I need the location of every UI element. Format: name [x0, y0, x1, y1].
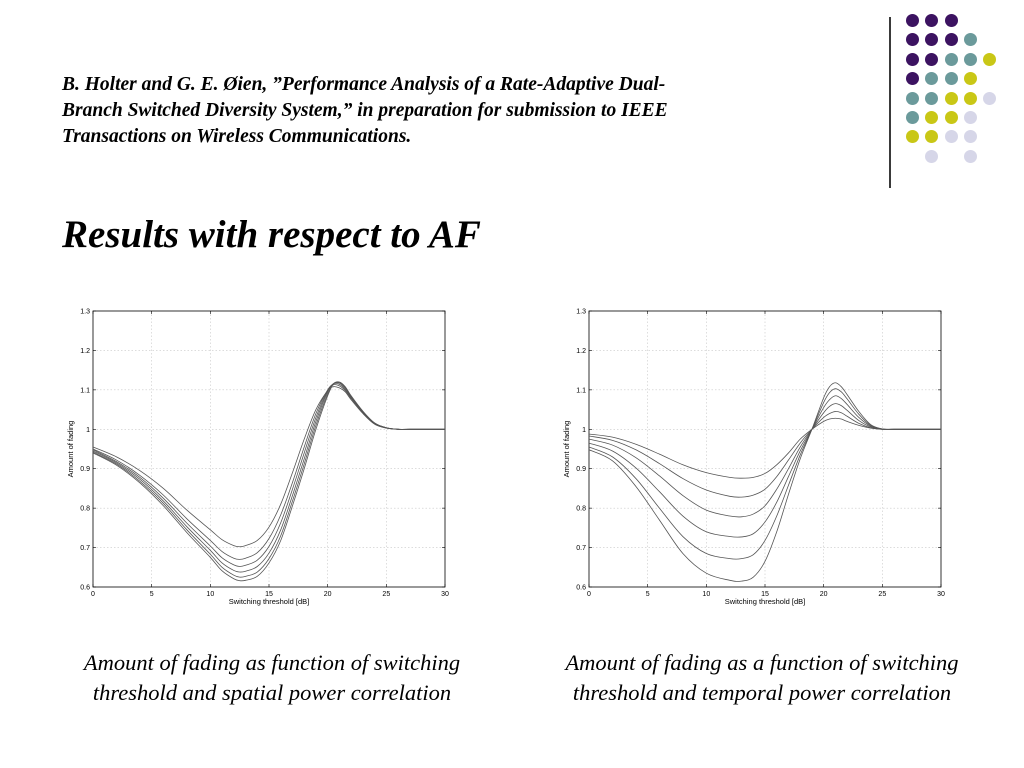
y-tick-label: 1.2	[80, 347, 90, 355]
decor-dot	[964, 130, 977, 143]
x-axis-label: Switching threshold [dB]	[724, 597, 806, 606]
decor-dot	[945, 33, 958, 46]
series-line	[93, 384, 445, 559]
x-tick-label: 20	[323, 591, 332, 598]
decor-dot	[945, 72, 958, 85]
series-line	[93, 382, 445, 581]
reference-citation	[62, 72, 852, 150]
decor-dot	[925, 92, 938, 105]
decor-dot	[906, 72, 919, 85]
x-tick-label: 15	[761, 591, 769, 598]
decor-dot	[945, 92, 958, 105]
x-tick-label: 0	[587, 591, 591, 598]
reference-line: Branch Switched Diversity System,” in preparation for submission to IEEE	[62, 100, 668, 121]
caption-line: threshold and spatial power correlation	[92, 680, 452, 705]
decor-dot	[964, 150, 977, 163]
y-tick-label: 0.7	[576, 545, 586, 553]
decor-dot	[906, 53, 919, 66]
x-tick-label: 5	[149, 591, 154, 598]
decor-dot	[964, 72, 977, 85]
slide-heading: Results with respect to AF	[62, 213, 481, 256]
series-line	[93, 387, 445, 547]
decor-dot	[906, 92, 919, 105]
decor-dot	[964, 92, 977, 105]
decor-dot	[964, 53, 977, 66]
y-tick-label: 1.3	[80, 308, 90, 316]
caption-line: Amount of fading as a function of switching	[565, 650, 959, 675]
reference-line: Transactions on Wireless Communications.	[62, 126, 412, 147]
y-axis-label: Amount of fading	[562, 420, 571, 478]
decor-dot	[964, 111, 977, 124]
decor-dot	[964, 33, 977, 46]
decor-dot	[925, 111, 938, 124]
caption-line: threshold and temporal power correlation	[572, 680, 952, 705]
caption-line: Amount of fading as function of switching	[83, 650, 461, 675]
y-tick-label: 0.8	[80, 505, 90, 513]
spatial-correlation-chart	[60, 296, 460, 614]
decor-dot	[906, 14, 919, 27]
y-tick-label: 1.2	[576, 347, 586, 355]
y-tick-label: 1.3	[576, 308, 586, 316]
x-tick-label: 20	[819, 591, 828, 598]
decor-dot	[945, 14, 958, 27]
decor-dot	[906, 111, 919, 124]
series-line	[93, 383, 445, 573]
x-tick-label: 10	[702, 591, 711, 598]
y-tick-label: 1.1	[576, 387, 586, 395]
decor-dot	[925, 130, 938, 143]
y-tick-label: 0.9	[576, 466, 586, 474]
y-tick-label: 0.6	[576, 584, 586, 592]
decor-dot	[925, 150, 938, 163]
y-tick-label: 0.9	[80, 466, 90, 474]
x-tick-label: 30	[937, 591, 945, 598]
temporal-correlation-chart	[556, 296, 956, 614]
x-tick-label: 25	[382, 591, 391, 598]
decor-dot	[906, 130, 919, 143]
x-tick-label: 30	[441, 591, 449, 598]
decorative-dot-grid	[906, 14, 1016, 164]
x-axis-label: Switching threshold [dB]	[228, 597, 310, 606]
y-tick-label: 0.8	[576, 505, 586, 513]
chart-caption-spatial	[37, 648, 507, 708]
x-tick-label: 0	[91, 591, 95, 598]
decor-dot	[945, 53, 958, 66]
decor-dot	[925, 53, 938, 66]
reference-line: B. Holter and G. E. Øien, ”Performance Analysis of a Rate-Adaptive Dual-	[62, 74, 666, 95]
y-axis-label: Amount of fading	[66, 420, 75, 478]
y-tick-label: 1.1	[80, 387, 90, 395]
decorative-divider	[889, 17, 891, 188]
decor-dot	[983, 92, 996, 105]
decor-dot	[945, 111, 958, 124]
decor-dot	[983, 53, 996, 66]
x-tick-label: 5	[645, 591, 650, 598]
decor-dot	[925, 72, 938, 85]
y-tick-label: 1	[582, 426, 586, 434]
x-tick-label: 15	[265, 591, 273, 598]
chart-caption-temporal	[527, 648, 997, 708]
decor-dot	[925, 14, 938, 27]
decor-dot	[945, 130, 958, 143]
x-tick-label: 10	[206, 591, 215, 598]
y-tick-label: 0.6	[80, 584, 90, 592]
decor-dot	[925, 33, 938, 46]
x-tick-label: 25	[878, 591, 887, 598]
y-tick-label: 0.7	[80, 545, 90, 553]
y-tick-label: 1	[86, 426, 90, 434]
decor-dot	[906, 33, 919, 46]
